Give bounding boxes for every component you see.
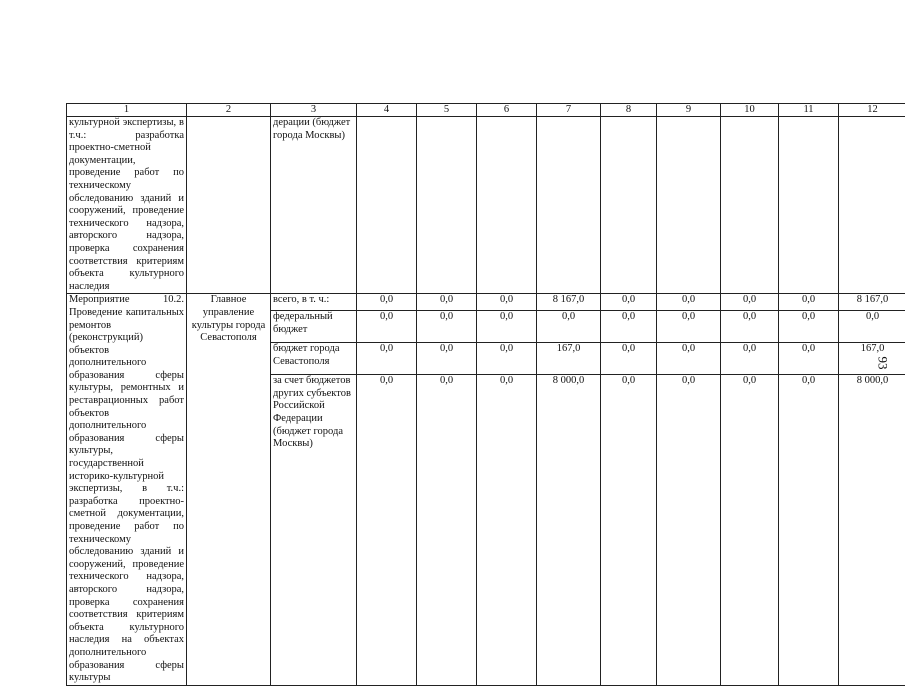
source-cell: за счет бюджетов других субъектов Российской Федерации (бюджет города Москвы)	[271, 375, 357, 685]
source-cell: бюджет города Севастополя	[271, 343, 357, 375]
table-row	[67, 294, 905, 311]
empty-cell	[601, 117, 657, 294]
empty-cell	[477, 117, 537, 294]
col-header-2: 2	[187, 104, 271, 117]
value-cell: 0,0	[601, 310, 657, 342]
empty-cell	[779, 117, 839, 294]
col-header-12: 12	[839, 104, 905, 117]
value-cell: 8 167,0	[839, 294, 905, 311]
value-cell: 0,0	[357, 310, 417, 342]
value-cell: 0,0	[417, 294, 477, 311]
value-cell: 0,0	[417, 310, 477, 342]
value-cell: 0,0	[779, 310, 839, 342]
continued-organization	[187, 117, 271, 294]
value-cell: 0,0	[477, 375, 537, 685]
col-header-11: 11	[779, 104, 839, 117]
value-cell: 8 167,0	[537, 294, 601, 311]
value-cell: 0,0	[721, 294, 779, 311]
empty-cell	[537, 117, 601, 294]
source-cell: федеральный бюджет	[271, 310, 357, 342]
col-header-10: 10	[721, 104, 779, 117]
empty-cell	[417, 117, 477, 294]
value-cell: 0,0	[779, 375, 839, 685]
col-header-6: 6	[477, 104, 537, 117]
header-row	[67, 104, 905, 117]
table-row-continued	[67, 117, 905, 294]
event-description: Мероприятие 10.2. Проведение капитальных ремонтов (реконструкций) объектов дополнительного образования сферы культуры, ремонтных и реставрационных работ объектов дополнительного образования сферы культуры, государственной историко-культурной экспертизы, в т.ч.: разработка проектно-сметной документации, проведение работ по техническому обследованию зданий и сооружений, проведение технического надзора, авторского надзора, проверка сохранения соответствия критериям объекта культурного наследия на объектах дополнительного образования сферы культуры	[67, 294, 187, 685]
value-cell: 0,0	[601, 375, 657, 685]
value-cell: 8 000,0	[839, 375, 905, 685]
value-cell: 8 000,0	[537, 375, 601, 685]
value-cell: 0,0	[721, 343, 779, 375]
value-cell: 0,0	[357, 294, 417, 311]
value-cell: 0,0	[477, 310, 537, 342]
value-cell: 0,0	[657, 343, 721, 375]
empty-cell	[721, 117, 779, 294]
value-cell: 0,0	[779, 343, 839, 375]
value-cell: 167,0	[537, 343, 601, 375]
value-cell: 0,0	[477, 343, 537, 375]
col-header-1: 1	[67, 104, 187, 117]
value-cell: 0,0	[779, 294, 839, 311]
col-header-4: 4	[357, 104, 417, 117]
source-cell: всего, в т. ч.:	[271, 294, 357, 311]
value-cell: 0,0	[357, 375, 417, 685]
value-cell: 0,0	[537, 310, 601, 342]
page-number: 93	[875, 357, 891, 370]
continued-source: дерации (бюджет города Москвы)	[271, 117, 357, 294]
empty-cell	[839, 117, 905, 294]
col-header-9: 9	[657, 104, 721, 117]
col-header-7: 7	[537, 104, 601, 117]
budget-table	[66, 103, 905, 686]
empty-cell	[357, 117, 417, 294]
value-cell: 167,0	[839, 343, 905, 375]
col-header-8: 8	[601, 104, 657, 117]
value-cell: 0,0	[657, 294, 721, 311]
value-cell: 0,0	[477, 294, 537, 311]
value-cell: 0,0	[721, 310, 779, 342]
col-header-3: 3	[271, 104, 357, 117]
value-cell: 0,0	[601, 343, 657, 375]
event-organization: Главное управление культуры города Севастополя	[187, 294, 271, 685]
value-cell: 0,0	[357, 343, 417, 375]
value-cell: 0,0	[657, 310, 721, 342]
value-cell: 0,0	[839, 310, 905, 342]
continued-description: культурной экспертизы, в т.ч.: разработка проектно-сметной документации, проведение работ по техническому обследованию зданий и сооружений, проведение технического надзора, авторского надзора, проверка сохранения соответствия критериям объекта культурного наследия	[67, 117, 187, 294]
value-cell: 0,0	[721, 375, 779, 685]
value-cell: 0,0	[417, 375, 477, 685]
value-cell: 0,0	[601, 294, 657, 311]
value-cell: 0,0	[657, 375, 721, 685]
col-header-5: 5	[417, 104, 477, 117]
empty-cell	[657, 117, 721, 294]
value-cell: 0,0	[417, 343, 477, 375]
